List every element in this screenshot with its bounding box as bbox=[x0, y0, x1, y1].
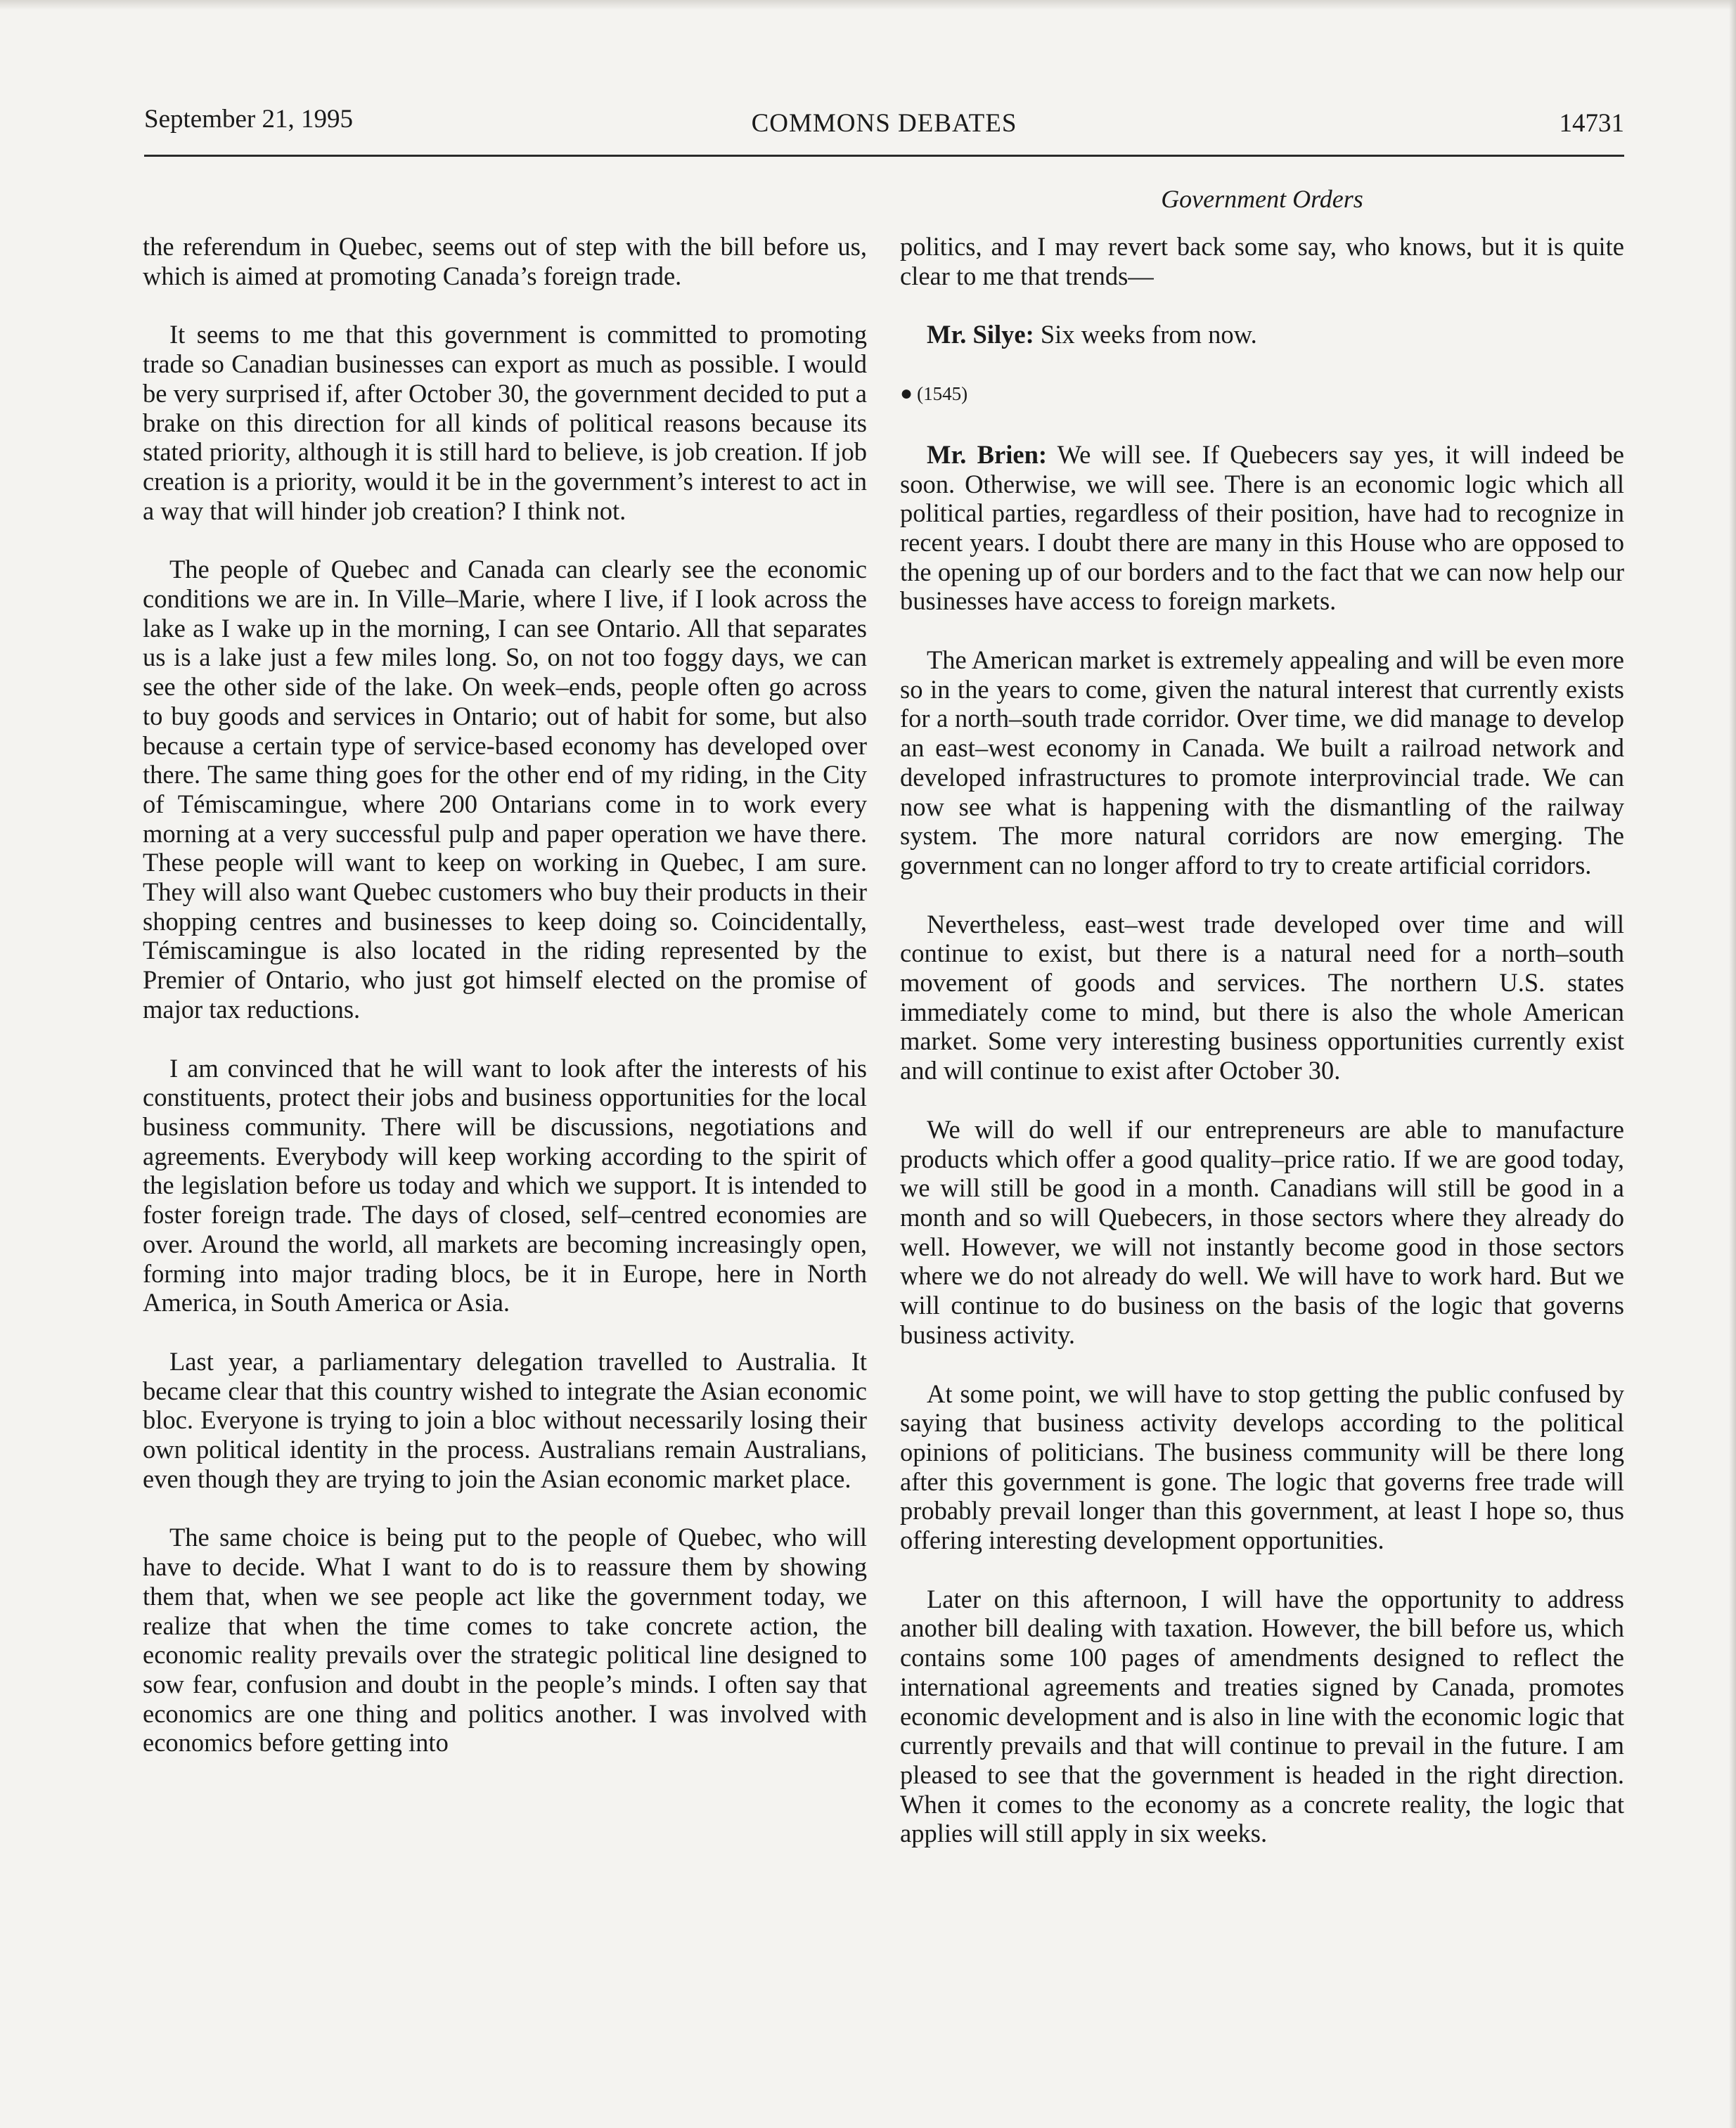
paragraph: Later on this afternoon, I will have the opportunity to address another bill dealing with taxation. However, the bill before us, which contains some 100 pages of amendments designed to reflect the international agreements and treaties signed by Canada, promotes economic development and is also in line with the economic logic that currently prevails and that will continue to prevail in the future. I am pleased to see that the government is headed in the right direction. When it comes to the economy as a concrete reality, the logic that applies will still apply in six weeks. bbox=[900, 1584, 1624, 1848]
speaker-name: Mr. Brien: bbox=[927, 439, 1048, 469]
speech bbox=[900, 440, 1624, 616]
paragraph: Nevertheless, east–west trade developed over time and will continue to exist, but there is a natural need for a north–south movement of goods and services. The northern U.S. states immediately come to mind, but there is also the whole American market. Some very interesting business opportunities currently exist and will continue to exist after October 30. bbox=[900, 909, 1624, 1085]
paragraph: It seems to me that this government is committed to promoting trade so Canadian businesses can export as much as possible. I would be very surprised if, after October 30, the government decided to put a brake on this direction for all kinds of political reasons because its stated priority, although it is still hard to believe, is job creation. If job creation is a priority, would it be in the government’s interest to act in a way that will hinder job creation? I think not. bbox=[143, 320, 867, 525]
paragraph: We will do well if our entrepreneurs are able to manufacture products which offer a good quality–price ratio. If we are good today, we will still be good in a month. Canadians will still be good in a month and so will Quebecers, in those sectors where they already do well. However, we will not instantly become good in those sectors where we do not already do well. We will have to work hard. But we will continue to do business on the basis of the logic that governs business activity. bbox=[900, 1114, 1624, 1349]
speaker-name: Mr. Silye: bbox=[927, 320, 1034, 349]
timestamp-text: (1545) bbox=[917, 383, 968, 405]
bullet-icon: ● bbox=[900, 382, 913, 406]
paragraph: Last year, a parliamentary delegation travelled to Australia. It became clear that this country wished to integrate the Asian economic bloc. Everyone is trying to join a bloc without necessarily losing their own political identity in the process. Australians remain Australians, even though they are trying to join the Asian economic market place. bbox=[143, 1346, 867, 1493]
paragraph: the referendum in Quebec, seems out of step with the bill before us, which is aimed at promoting Canada’s foreign trade. bbox=[143, 232, 867, 290]
paragraph: The same choice is being put to the people of Quebec, who will have to decide. What I want to do is to reassure them by showing them that, when we see people act like the government today, we realize that when the time comes to take concrete action, the economic reality prevails over the strategic political line designed to sow fear, confusion and doubt in the people’s minds. I often say that economics are one thing and politics another. I was involved with economics before getting into bbox=[143, 1523, 867, 1758]
left-column bbox=[143, 232, 867, 1787]
header-rule bbox=[144, 155, 1624, 157]
page-header bbox=[144, 104, 1624, 146]
interjection bbox=[900, 320, 1624, 349]
right-column bbox=[900, 232, 1624, 1878]
scan-edge-right bbox=[1729, 0, 1736, 2128]
paragraph: The American market is extremely appealing and will be even more so in the years to come, given the natural interest that currently exists for a north–south trade corridor. Over time, we did manage to develop an east–west economy in Canada. We built a railroad network and developed infrastructures to promote interprovincial trade. We can now see what is happening with the dismantling of the railway system. The more natural corridors are now emerging. The government can no longer afford to try to create artificial corridors. bbox=[900, 645, 1624, 879]
paragraph: politics, and I may revert back some say, who knows, but it is quite clear to me that trends— bbox=[900, 232, 1624, 290]
paragraph: The people of Quebec and Canada can clearly see the economic conditions we are in. In Ville–Marie, where I live, if I look across the lake as I wake up in the morning, I can see Ontario. All that separates us is a lake just a few miles long. So, on not too foggy days, we can see the other side of the lake. On week–ends, people often go across to buy goods and services in Ontario; out of habit for some, but also because a certain type of service-based economy has developed over there. The same thing goes for the other end of my riding, in the City of Témiscamingue, where 200 Ontarians come in to work every morning at a very successful pulp and paper operation we have there. These people will want to keep on working in Quebec, I am sure. They will also want Quebec customers who buy their products in their shopping centres and businesses to keep doing so. Coincidentally, Témiscamingue is also located in the riding represented by the Premier of Ontario, who just got himself elected on the promise of major tax reductions. bbox=[143, 555, 867, 1024]
header-page-number: 14731 bbox=[1559, 109, 1624, 138]
section-heading: Government Orders bbox=[1161, 185, 1363, 213]
interjection-text: Six weeks from now. bbox=[1034, 320, 1257, 349]
paragraph: At some point, we will have to stop getting the public confused by saying that business activity develops according to the political opinions of politicians. The business community will be there long after this government is gone. The logic that governs free trade will probably prevail longer than this government, at least I hope so, thus offering interesting development opportunities. bbox=[900, 1379, 1624, 1555]
timestamp bbox=[900, 379, 1624, 409]
scan-edge-top bbox=[0, 0, 1736, 10]
paragraph: I am convinced that he will want to look after the interests of his constituents, protect their jobs and business opportunities for the local business community. There will be discussions, negotiations and agreements. Everybody will keep working according to the spirit of the legislation before us today and which we support. It is intended to foster foreign trade. The days of closed, self–centred economies are over. Around the world, all markets are becoming increasingly open, forming into major trading blocs, be it in Europe, here in North America, in South America or Asia. bbox=[143, 1053, 867, 1317]
speech-text: We will see. If Quebecers say yes, it will indeed be soon. Otherwise, we will see. There is an economic logic which all political parties, regardless of their position, have had to recognize in recent years. I doubt there are many in this House who are opposed to the opening up of our borders and to the fact that we can now help our businesses have access to foreign markets. bbox=[900, 439, 1624, 616]
header-date: September 21, 1995 bbox=[144, 105, 353, 134]
header-title: COMMONS DEBATES bbox=[751, 109, 1017, 138]
